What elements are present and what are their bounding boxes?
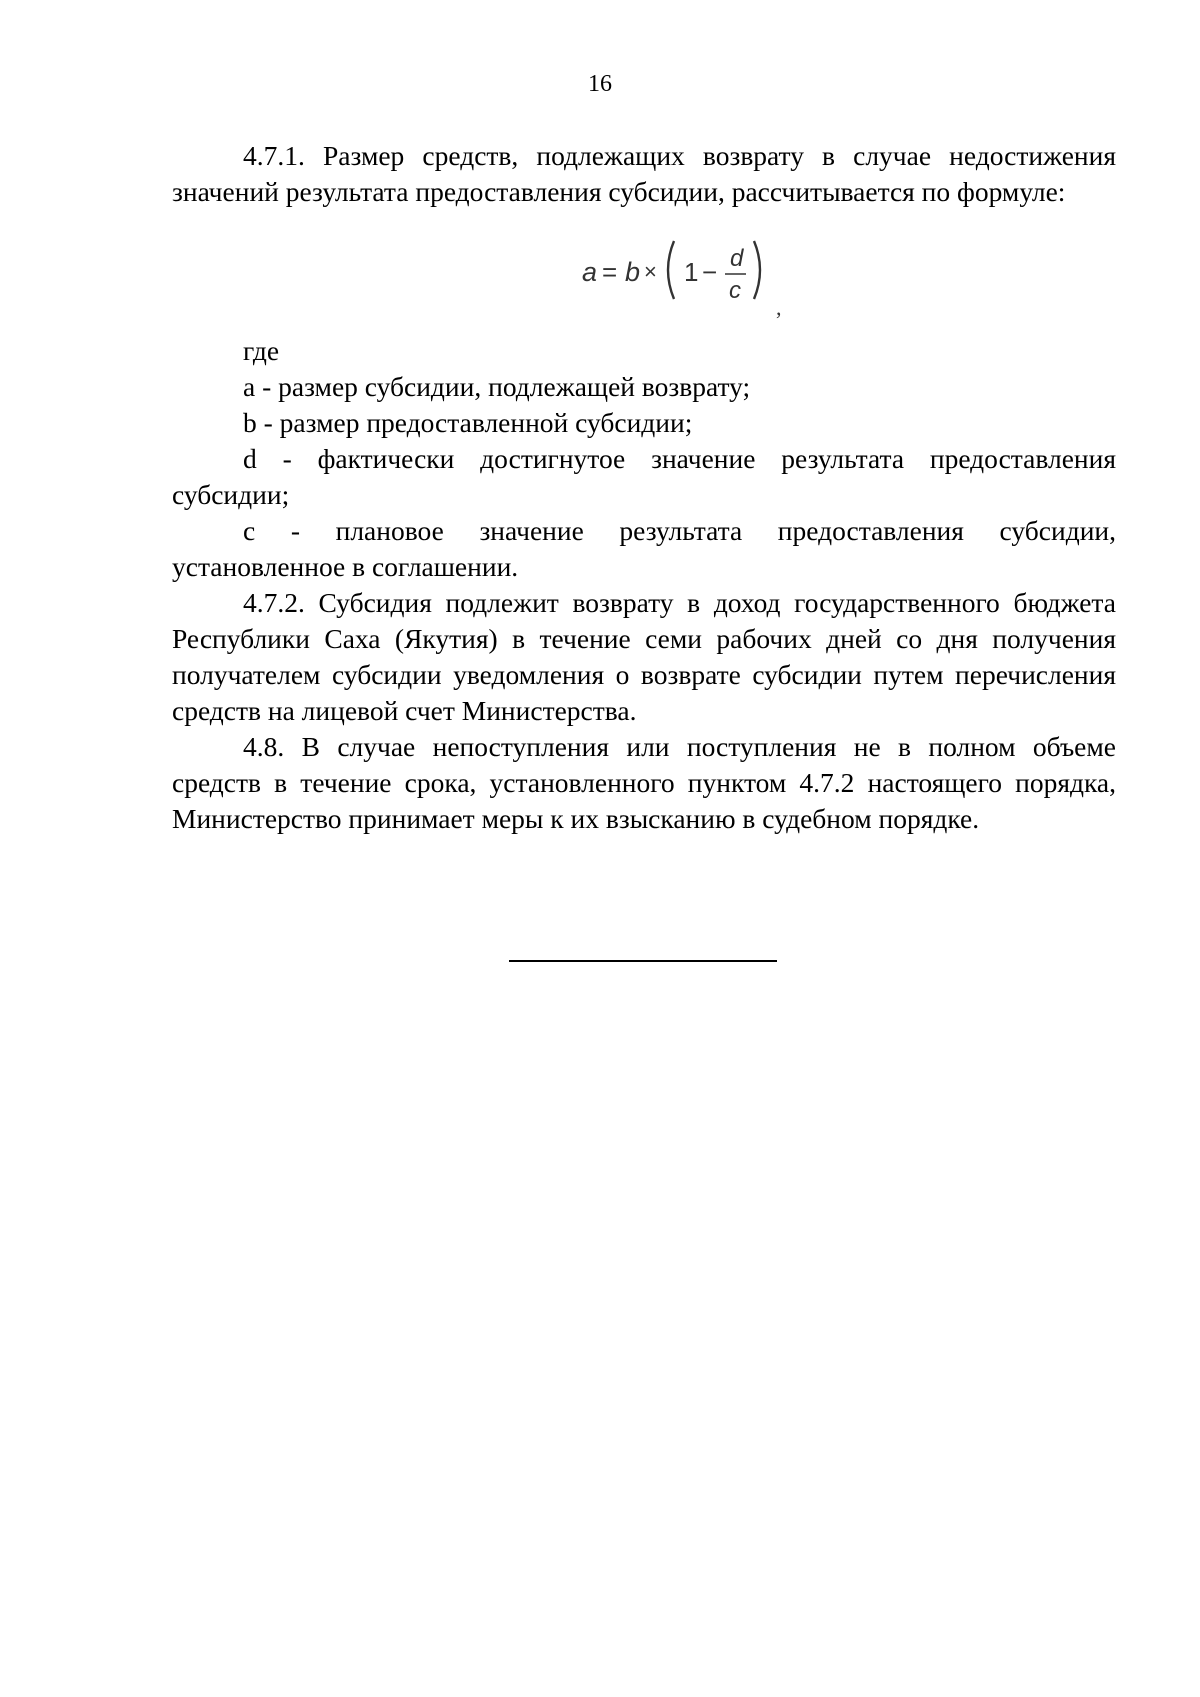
page-number: 16 bbox=[588, 71, 612, 97]
paragraph-4-7-1: 4.7.1. Размер средств, подлежащих возврату в случае недостижения значений результата предоставления субсидии, рассчитывается по формуле: bbox=[172, 140, 1116, 207]
formula-times: × bbox=[644, 259, 657, 284]
formula-lhs: a bbox=[582, 257, 598, 287]
left-paren-icon bbox=[668, 241, 674, 299]
formula-b: b bbox=[625, 257, 641, 287]
closing-divider bbox=[509, 960, 777, 962]
right-paren-icon bbox=[754, 241, 760, 299]
formula-one: 1 bbox=[684, 257, 699, 287]
definition-c: c - плановое значение результата предоставления субсидии, установленное в соглашении. bbox=[172, 515, 1116, 582]
intro-paragraph bbox=[172, 138, 1116, 210]
definition-where: где bbox=[243, 335, 280, 366]
definitions-block bbox=[172, 333, 1116, 837]
paragraph-4-8: 4.8. В случае непоступления или поступления не в полном объеме средств в течение срока, установленного пунктом 4.7.2 настоящего порядка, Министерство принимает меры к их взысканию в судебном порядке. bbox=[172, 731, 1116, 834]
formula-denominator: c bbox=[729, 277, 741, 304]
formula-minus: − bbox=[702, 257, 718, 287]
formula-numerator: d bbox=[730, 245, 744, 272]
formula-comma: , bbox=[776, 295, 782, 320]
formula-equals: = bbox=[602, 257, 618, 287]
definition-a: a - размер субсидии, подлежащей возврату; bbox=[243, 371, 751, 402]
definition-b: b - размер предоставленной субсидии; bbox=[243, 407, 693, 438]
paragraph-4-7-2: 4.7.2. Субсидия подлежит возврату в доход государственного бюджета Республики Саха (Якутия) в течение семи рабочих дней со дня получения получателем субсидии уведомления о возврате субсидии путем перечисления средств на лицевой счет Министерства. bbox=[172, 587, 1116, 726]
refund-formula bbox=[582, 235, 802, 335]
formula-svg bbox=[582, 235, 802, 335]
definition-d: d - фактически достигнутое значение результата предоставления субсидии; bbox=[172, 443, 1116, 510]
